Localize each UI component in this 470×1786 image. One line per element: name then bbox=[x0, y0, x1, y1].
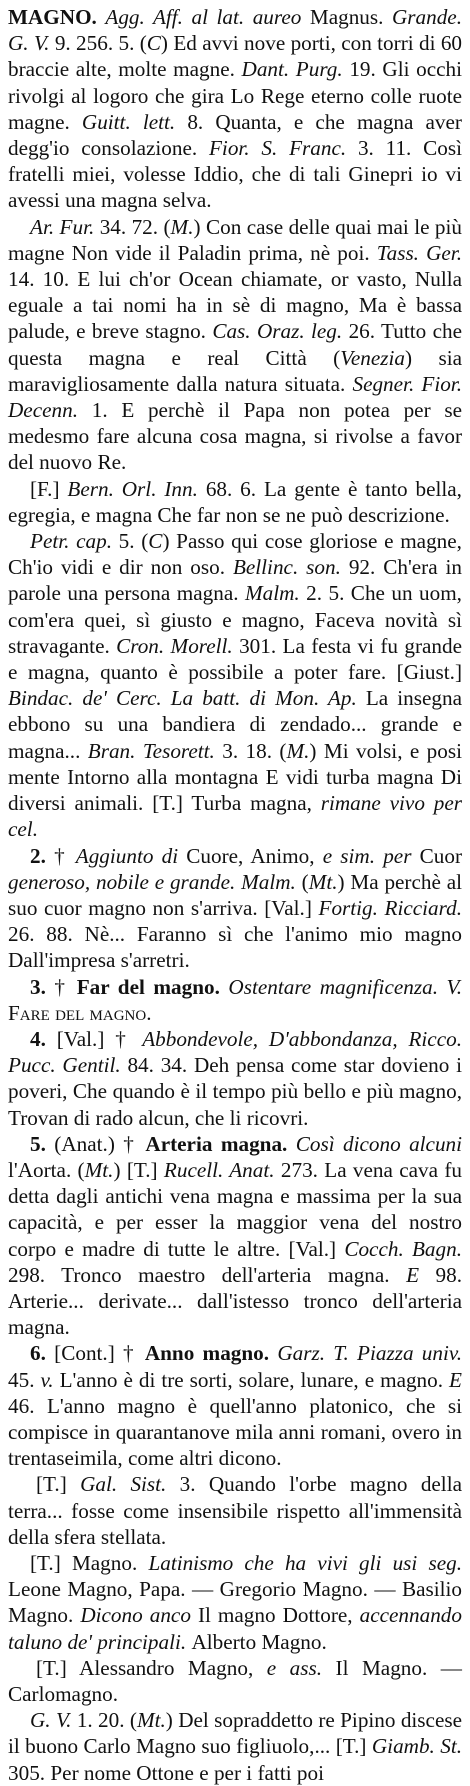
body-text: 3. Quando l'orbe magno della terra... fosse come insensibile rispetto all'immensità della sfera stellata. bbox=[8, 1472, 462, 1549]
body-text: ) Passo qui cose gloriose e magne, Ch'io vidi e dir non oso. bbox=[8, 529, 462, 580]
body-text: 301. La festa vi fu grande e magna, quanto è possibile a poter fare. [Giust.] bbox=[8, 633, 462, 685]
bold-text: 5. bbox=[30, 1131, 55, 1156]
italic-text: Mt. bbox=[84, 1157, 114, 1182]
body-text: l'Aorta. ( bbox=[8, 1157, 85, 1182]
italic-text: Dicono anco bbox=[80, 1603, 198, 1628]
body-text: (Anat.) † bbox=[54, 1131, 146, 1156]
italic-text: Agg. Aff. al lat. aureo bbox=[105, 5, 310, 29]
body-text: 98. Arterie... derivate... dall'istesso tronco dell'arteria magna. bbox=[8, 1262, 462, 1340]
italic-text: Bern. Orl. Inn. bbox=[67, 476, 206, 501]
italic-text: Cron. Morell. bbox=[116, 633, 240, 658]
entry-paragraph bbox=[8, 1131, 462, 1341]
body-text: Leone Magno, Papa. — Gregorio Magno. — Basilio Magno. bbox=[8, 1577, 462, 1628]
body-text: 273. La vena cava fu detta dagli antichi vena magna e massima per la sua capacità, e per esser la maggior vena del nostro corpo e madre di tutte le altre. [Val.] bbox=[8, 1157, 462, 1261]
italic-text: Gal. Sist. bbox=[80, 1472, 180, 1497]
body-text: ) Mi volsi, e posi mente Intorno alla montagna E vidi turba magna Di diversi animali. [T.] Turba magna, bbox=[8, 738, 462, 816]
italic-text: Ostentare magnificenza. V. bbox=[228, 974, 463, 999]
body-text: 45. bbox=[8, 1367, 41, 1392]
body-text: 5. ( bbox=[118, 529, 149, 554]
italic-text: G. V. bbox=[30, 1708, 77, 1733]
body-text: 8. Quanta, e che magna aver degg'io consolazione. bbox=[8, 109, 462, 161]
italic-text: Abbondevole, D'abbondanza, Ricco. Pucc. Gentil. bbox=[8, 1026, 462, 1078]
body-text: ) Del sopraddetto re Pipino discese il buono Carlo Magno suo figliuolo,... [T.] bbox=[8, 1708, 463, 1759]
body-text: 1. E perchè il Papa non potea per se medesmo fare alcuna cosa magna, si rivolse a favor del nuovo Re. bbox=[8, 398, 462, 475]
italic-text: Cas. Oraz. leg. bbox=[212, 319, 349, 344]
body-text: [Cont.] † bbox=[54, 1341, 145, 1366]
smallcaps-text: Fare del magno. bbox=[8, 1000, 152, 1025]
bold-text: 2. bbox=[30, 843, 55, 868]
body-text: 68. 6. La gente è tanto bella, egregia, e magna Che far non se ne può descrizione. bbox=[8, 476, 462, 527]
body-text: Il magno Dottore, bbox=[197, 1603, 360, 1628]
body-text: ) Ed avvi nove porti, con torri di 60 braccie alte, molte magne. bbox=[8, 31, 463, 82]
italic-text: Grande. G. V. bbox=[8, 5, 462, 56]
bold-text: Far del magno. bbox=[76, 974, 229, 999]
italic-text: e ass. bbox=[266, 1655, 336, 1680]
body-text: 298. Tronco maestro dell'arteria magna. bbox=[8, 1262, 407, 1287]
body-text: Alberto Magno. bbox=[191, 1629, 327, 1654]
italic-text: Ar. Fur. bbox=[30, 214, 100, 239]
body-text: ) sia maravigliosamente dalla natura situata. bbox=[8, 345, 463, 396]
italic-text: Latinismo che ha vivi gli usi seg. bbox=[148, 1550, 462, 1575]
italic-text: Garz. T. Piazza univ. bbox=[277, 1341, 462, 1366]
body-text: 1. 20. ( bbox=[76, 1708, 137, 1733]
italic-text: Fior. S. Franc. bbox=[208, 136, 358, 161]
body-text: [F.] bbox=[30, 476, 68, 501]
body-text: L'anno è di tre sorti, solare, lunare, e magno. bbox=[59, 1367, 450, 1392]
italic-text: M. bbox=[170, 214, 194, 239]
italic-text: Così dicono alcuni bbox=[295, 1131, 463, 1156]
body-text: 92. Ch'era in parole una persona magna. bbox=[8, 555, 463, 606]
entry-paragraph bbox=[8, 1471, 462, 1550]
italic-text: E bbox=[406, 1262, 436, 1287]
entry-paragraph bbox=[8, 1026, 462, 1131]
italic-text: Cocch. Bagn. bbox=[344, 1236, 462, 1261]
italic-text: Malm. bbox=[244, 581, 307, 606]
italic-text: Venezia bbox=[340, 345, 405, 370]
body-text: ) Con case delle quai mai le più magne Non vide il Paladin prima, nè poi. bbox=[8, 214, 462, 265]
body-text: 26. Tutto che questa magna e real Città ( bbox=[8, 319, 462, 370]
body-text: La insegna ebbono su una bandiera di zendado... grande e magna... bbox=[8, 686, 463, 763]
entry-paragraph bbox=[8, 528, 462, 842]
body-text: [T.] bbox=[36, 1472, 81, 1497]
body-text: 2. 5. Che un uom, com'era quei, sì giusto e magno, Faceva novità sì stravagante. bbox=[8, 581, 462, 658]
italic-text: generoso, nobile e grande. Malm. bbox=[8, 869, 302, 894]
body-text: [T.] Magno. bbox=[30, 1550, 149, 1575]
italic-text: Guitt. lett. bbox=[81, 109, 188, 134]
body-text: ) Ma perchè al suo cuor magno non s'arriva. [Val.] bbox=[8, 869, 462, 920]
italic-text: Rucell. Anat. bbox=[163, 1157, 281, 1182]
body-text: 19. Gli occhi rivolgi al logoro che gira Lo Rege eterno colle ruote magne. bbox=[8, 57, 462, 134]
entry-paragraph bbox=[8, 1707, 462, 1786]
entry-paragraph bbox=[8, 1655, 462, 1707]
italic-text: accennando taluno de' principali. bbox=[8, 1603, 462, 1654]
italic-text: Giamb. St. bbox=[371, 1734, 463, 1759]
body-text: 3. 11. Così fratelli miei, volesse Iddio, che di tali Ginepri io vi avessi una magna selva. bbox=[8, 136, 462, 213]
italic-text: Petr. cap. bbox=[30, 529, 119, 554]
italic-text: M. bbox=[286, 738, 310, 763]
body-text: 14. 10. E lui ch'or Ocean chiamate, or vasto, Nulla eguale a tai nomi ha in sè di magno, Ma è bassa palude, e breve stagno. bbox=[8, 267, 462, 344]
entry-paragraph bbox=[8, 974, 462, 1026]
italic-text: Mt. bbox=[308, 869, 338, 894]
italic-text: Bran. Tesorett. bbox=[87, 738, 223, 763]
italic-text: Bindac. de' Cerc. La batt. di Mon. Ap. bbox=[8, 686, 366, 711]
italic-text: Mt. bbox=[136, 1708, 166, 1733]
body-text: ) [T.] bbox=[113, 1157, 164, 1182]
dictionary-entry-magno bbox=[8, 4, 462, 1786]
body-text: ( bbox=[301, 869, 309, 894]
entry-paragraph bbox=[8, 1550, 462, 1655]
body-text: Cuore, Animo, bbox=[186, 843, 323, 868]
body-text: 9. 256. 5. ( bbox=[54, 31, 147, 56]
italic-text: v. bbox=[40, 1367, 60, 1392]
bold-text: 4. bbox=[30, 1026, 57, 1051]
italic-text: Aggiunto di bbox=[75, 843, 187, 868]
body-text: 3. 18. ( bbox=[222, 738, 287, 763]
bold-text: 3. bbox=[30, 974, 55, 999]
italic-text: Fortig. Ricciard. bbox=[318, 895, 463, 920]
italic-text: e sim. per bbox=[322, 843, 420, 868]
entry-paragraph bbox=[8, 843, 462, 974]
body-text: [Val.] † bbox=[56, 1026, 143, 1051]
bold-text: 6. bbox=[30, 1341, 55, 1366]
body-text: 26. 88. Nè... Faranno sì che l'animo mio magno Dall'impresa s'arretri. bbox=[8, 922, 462, 973]
body-text: Il Magno. — Carlomagno. bbox=[8, 1655, 462, 1706]
body-text: Cuor bbox=[419, 843, 462, 868]
italic-text: E bbox=[449, 1367, 462, 1392]
italic-text: Dant. Purg. bbox=[241, 57, 350, 82]
italic-text: Tass. Ger. bbox=[376, 240, 462, 265]
italic-text: C bbox=[148, 529, 163, 554]
body-text: [T.] Alessandro Magno, bbox=[36, 1655, 267, 1680]
italic-text: Bellinc. son. bbox=[232, 555, 349, 580]
italic-text: rimane vivo per cel. bbox=[8, 791, 462, 842]
bold-text: MAGNO. bbox=[8, 5, 106, 29]
body-text: Magnus. bbox=[309, 5, 392, 29]
body-text: 34. 72. ( bbox=[99, 214, 171, 239]
entry-paragraph bbox=[8, 476, 462, 528]
bold-text: Arteria magna. bbox=[145, 1131, 296, 1156]
body-text: 46. L'anno magno è quell'anno platonico, che si compisce in quarantanove mila anni romani, overo in trentaseimila, come altri dicono. bbox=[8, 1393, 462, 1471]
body-text: † bbox=[54, 843, 76, 868]
body-text: 84. 34. Deh pensa come star dovieno i poveri, Che quando è il tempo più bello e più magno, Trovan di rado alcun, che li ricovri. bbox=[8, 1053, 462, 1130]
body-text: † bbox=[54, 974, 77, 999]
entry-paragraph bbox=[8, 1340, 462, 1471]
entry-paragraph bbox=[8, 214, 462, 476]
body-text: 305. Per nome Ottone e per i fatti poi bbox=[8, 1760, 324, 1785]
italic-text: Segner. Fior. Decenn. bbox=[8, 371, 462, 423]
entry-paragraph bbox=[8, 4, 462, 214]
bold-text: Anno magno. bbox=[144, 1341, 278, 1366]
italic-text: C bbox=[146, 31, 161, 56]
